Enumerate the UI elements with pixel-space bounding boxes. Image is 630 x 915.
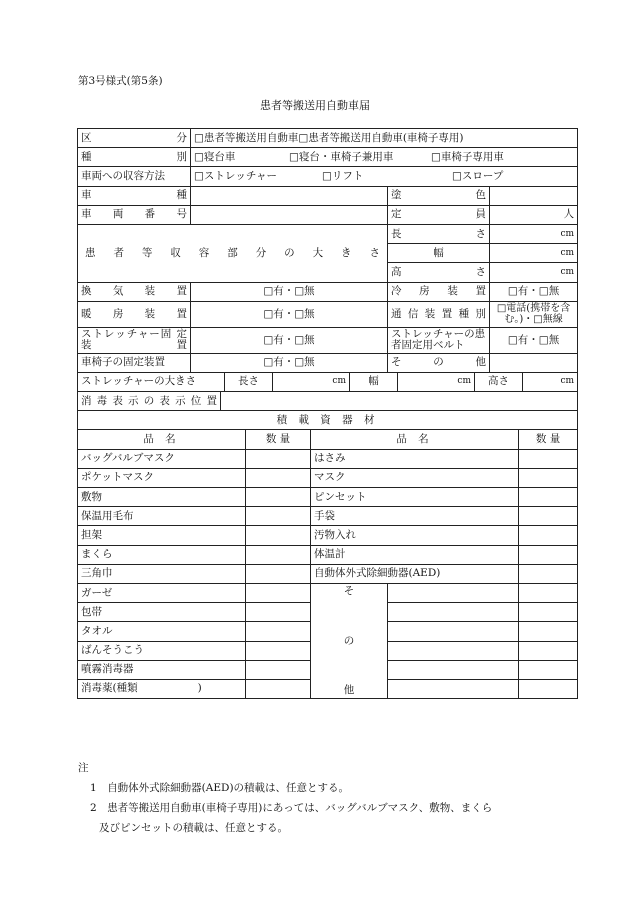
item-right: 手袋 [311,507,519,526]
qty-right[interactable] [519,449,578,468]
field-disinfect[interactable] [221,392,577,410]
field-stretcher-width[interactable] [398,373,475,391]
field-teiin[interactable] [490,205,578,224]
cell-stretcher-size [78,372,578,391]
label-shashu: 車 種 [78,186,191,205]
unit-nin: 人 [563,208,575,221]
item-left: ばんそうこう [78,641,246,660]
label-ookisa: 患 者 等 収 容 部 分 の 大 き さ [78,224,388,282]
option-lift[interactable]: □リフト [322,169,364,182]
item-left: 担架 [78,526,246,545]
cell-disinfect [78,392,578,411]
value-shuyou[interactable] [191,167,578,186]
other-item[interactable] [388,622,519,641]
equipment-row [78,488,578,507]
option-stretcher[interactable]: □ストレッチャー [194,169,278,182]
field-ookisa-length[interactable] [490,224,578,243]
label-other-equipment: そ の 他 [311,583,388,698]
unit-cm: cm [560,376,575,387]
label-bango: 車 両 番 号 [78,205,191,224]
qty-left[interactable] [246,468,311,487]
qty-left[interactable] [246,660,311,679]
equipment-row [78,468,578,487]
row-equipment-title [78,411,578,430]
header-qty-left: 数 量 [246,430,311,449]
form-number-label: 第3号様式(第5条) [78,75,163,87]
label-toshoku: 塗 色 [388,186,490,205]
qty-right[interactable] [519,507,578,526]
item-left: ガーゼ [78,583,246,602]
item-right: ピンセット [311,488,519,507]
item-left: 敷物 [78,488,246,507]
qty-left[interactable] [246,679,311,698]
notes-section [78,758,492,838]
row-shubetsu [78,148,578,167]
label-reibo: 冷 房 装 置 [388,282,490,301]
qty-left[interactable] [246,545,311,564]
other-item[interactable] [388,583,519,602]
qty-left[interactable] [246,622,311,641]
label-teiin: 定 員 [388,205,490,224]
qty-right[interactable] [519,622,578,641]
qty-right[interactable] [519,526,578,545]
qty-left[interactable] [246,526,311,545]
document-title: 患者等搬送用自動車届 [260,99,370,112]
equipment-row [78,564,578,583]
qty-right[interactable] [519,583,578,602]
value-stretcher-belt[interactable]: □有・□無 [490,327,578,353]
other-item[interactable] [388,603,519,622]
qty-left[interactable] [246,449,311,468]
row-kanki [78,282,578,301]
item-right: 自動体外式除細動器(AED) [311,564,519,583]
qty-right[interactable] [519,545,578,564]
header-qty-right: 数 量 [519,430,578,449]
row-shuyou [78,167,578,186]
qty-left[interactable] [246,564,311,583]
row-disinfect [78,392,578,411]
item-left: 三角巾 [78,564,246,583]
equipment-row [78,583,578,602]
note-1: 1 自動体外式除細動器(AED)の積載は、任意とする。 [90,782,350,794]
qty-left[interactable] [246,507,311,526]
label-stretcher-height: 高さ [475,373,523,391]
value-wheelchair-fix[interactable]: □有・□無 [191,353,388,372]
field-toshoku[interactable] [490,186,578,205]
label-stretcher-size: ストレッチャーの大きさ [78,373,225,391]
value-kanki[interactable]: □有・□無 [191,282,388,301]
item-right: 汚物入れ [311,526,519,545]
qty-right[interactable] [519,641,578,660]
label-stretcher-length: 長さ [225,373,273,391]
row-stretcher-size [78,372,578,391]
item-left: 噴霧消毒器 [78,660,246,679]
qty-right[interactable] [519,468,578,487]
notes-heading: 注 [78,762,89,774]
qty-right[interactable] [519,679,578,698]
qty-left[interactable] [246,641,311,660]
field-ookisa-height[interactable] [490,263,578,282]
label-ookisa-height: 高 さ [388,263,490,282]
unit-cm: cm [560,229,575,240]
label-sonota: そ の 他 [388,353,490,372]
qty-left[interactable] [246,488,311,507]
qty-right[interactable] [519,603,578,622]
item-right: はさみ [311,449,519,468]
value-danbo[interactable]: □有・□無 [191,301,388,327]
value-shubetsu[interactable] [191,148,578,167]
label-ookisa-length: 長 さ [388,224,490,243]
label-wheelchair-fix: 車椅子の固定装置 [78,353,191,372]
option-kurumaisu[interactable]: □車椅子専用車 [431,150,504,163]
note-2: 2 患者等搬送用自動車(車椅子専用)にあっては、バッグバルブマスク、敷物、まくら [90,802,493,814]
row-kubun [78,129,578,148]
label-danbo: 暖 房 装 置 [78,301,191,327]
item-left: タオル [78,622,246,641]
unit-cm: cm [560,267,575,278]
item-left: ポケットマスク [78,468,246,487]
label-tsushin: 通 信 装 置 種 別 [388,301,490,327]
label-disinfect: 消毒表示の表示位置 [78,392,221,410]
field-stretcher-height[interactable] [523,373,577,391]
option-shindai[interactable]: □寝台車 [194,150,236,163]
item-left: バッグバルブマスク [78,449,246,468]
item-left-disinfectant[interactable]: 消毒薬(種類 ) [78,679,246,698]
label-stretcher-width: 幅 [350,373,398,391]
unit-cm: cm [332,376,346,387]
qty-left[interactable] [246,603,311,622]
equipment-row [78,526,578,545]
item-left: 保温用毛布 [78,507,246,526]
equipment-row [78,545,578,564]
row-ookisa-length [78,224,578,243]
option-shindai-kenyo[interactable]: □寝台・車椅子兼用車 [289,150,394,163]
row-stretcher-fix [78,327,578,353]
vehicle-registration-form [77,128,578,699]
label-shubetsu: 種 別 [78,148,191,167]
label-ookisa-width: 幅 [388,244,490,263]
value-tsushin[interactable]: □電話(携帯を含む。)・□無線 [490,301,578,327]
header-item-right: 品 名 [311,430,519,449]
item-right: マスク [311,468,519,487]
note-2-continued: 及びピンセットの積載は、任意とする。 [99,822,288,834]
qty-right[interactable] [519,564,578,583]
other-item[interactable] [388,641,519,660]
field-bango[interactable] [191,205,388,224]
unit-cm: cm [560,248,575,259]
value-reibo[interactable]: □有・□無 [490,282,578,301]
qty-left[interactable] [246,583,311,602]
option-slope[interactable]: □スロープ [452,169,504,182]
equipment-row [78,449,578,468]
value-stretcher-fix[interactable]: □有・□無 [191,327,388,353]
item-left: 包帯 [78,603,246,622]
row-bango [78,205,578,224]
other-item[interactable] [388,679,519,698]
label-kanki: 換 気 装 置 [78,282,191,301]
item-right: 体温計 [311,545,519,564]
label-stretcher-fix: ストレッチャー固 定 装 置 [78,327,191,353]
value-kubun[interactable]: □患者等搬送用自動車□患者等搬送用自動車(車椅子専用) [191,129,578,148]
row-danbo [78,301,578,327]
label-stretcher-belt: ストレッチャーの患者固定用ベルト [388,327,490,353]
qty-right[interactable] [519,660,578,679]
item-left: まくら [78,545,246,564]
header-item-left: 品 名 [78,430,246,449]
other-item[interactable] [388,660,519,679]
unit-cm: cm [457,376,471,387]
field-sonota[interactable] [490,353,578,372]
field-ookisa-width[interactable] [490,244,578,263]
row-equipment-header [78,430,578,449]
label-shuyou: 車両への収容方法 [78,167,191,186]
label-kubun: 区 分 [78,129,191,148]
row-wheelchair-fix [78,353,578,372]
qty-right[interactable] [519,488,578,507]
equipment-title: 積 載 資 器 材 [78,411,578,430]
row-shashu [78,186,578,205]
field-stretcher-length[interactable] [273,373,350,391]
field-shashu[interactable] [191,186,388,205]
equipment-row [78,507,578,526]
